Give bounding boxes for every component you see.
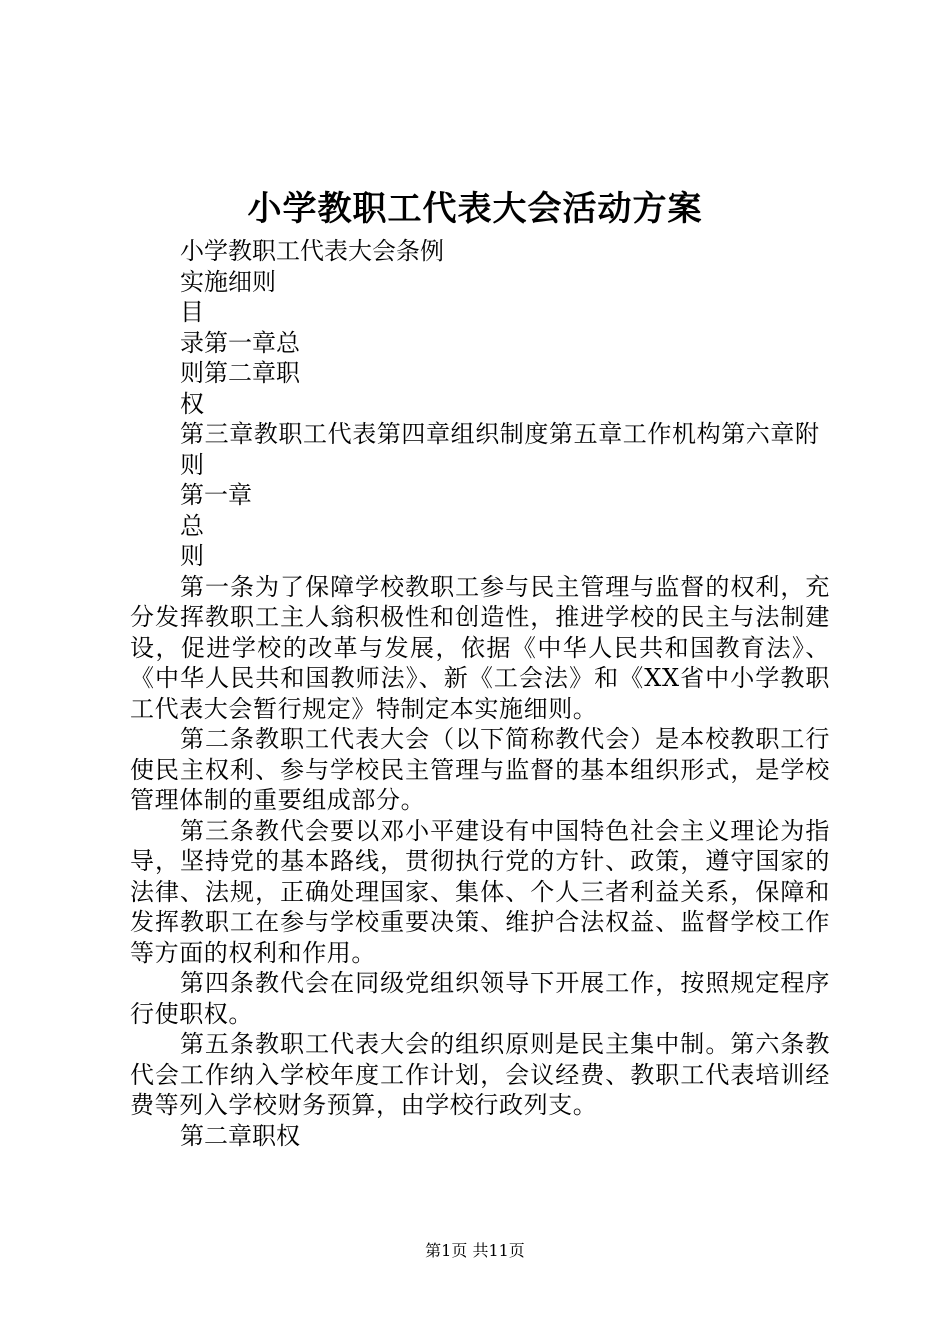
body-line: 权 [180,389,204,418]
document-body [130,236,830,1151]
chapter-heading: 第二章职权 [180,1121,300,1150]
article-paragraph: 第四条教代会在同级党组织领导下开展工作，按照规定程序行使职权。 [130,969,830,1028]
article-paragraph: 第五条教职工代表大会的组织原则是民主集中制。第六条教代会工作纳入学校年度工作计划，会议经费、教职工代表培训经费等列入学校财务预算，由学校行政列支。 [130,1030,830,1119]
chapter-heading: 第一章 [180,481,252,509]
body-line: 总 [180,511,204,540]
body-line: 目 [180,298,204,326]
body-line: 则 [180,450,204,479]
body-line: 则 [180,542,204,570]
body-line: 则第二章职 [180,359,300,387]
body-line: 小学教职工代表大会条例 [180,237,444,265]
toc-paragraph: 第三章教职工代表第四章组织制度第五章工作机构第六章附 [180,420,820,448]
article-paragraph: 第三条教代会要以邓小平建设有中国特色社会主义理论为指导，坚持党的基本路线，贯彻执行党的方针、政策，遵守国家的法律、法规，正确处理国家、集体、个人三者利益关系，保障和发挥教职工在参与学校重要决策、维护合法权益、监督学校工作等方面的权利和作用。 [130,816,830,967]
article-paragraph: 第二条教职工代表大会（以下简称教代会）是本校教职工行使民主权利、参与学校民主管理与监督的基本组织形式，是学校管理体制的重要组成部分。 [130,725,830,814]
document-title: 小学教职工代表大会活动方案 [247,189,703,229]
body-line: 录第一章总 [180,328,300,357]
page-footer: 第1页 共11页 [425,1241,525,1260]
article-paragraph: 第一条为了保障学校教职工参与民主管理与监督的权利，充分发挥教职工主人翁积极性和创造性，推进学校的民主与法制建设，促进学校的改革与发展，依据《中华人民共和国教育法》、《中华人民共和国教师法》、新《工会法》和《XX省中小学教职工代表大会暂行规定》特制定本实施细则。 [130,572,830,723]
body-line: 实施细则 [180,267,276,296]
